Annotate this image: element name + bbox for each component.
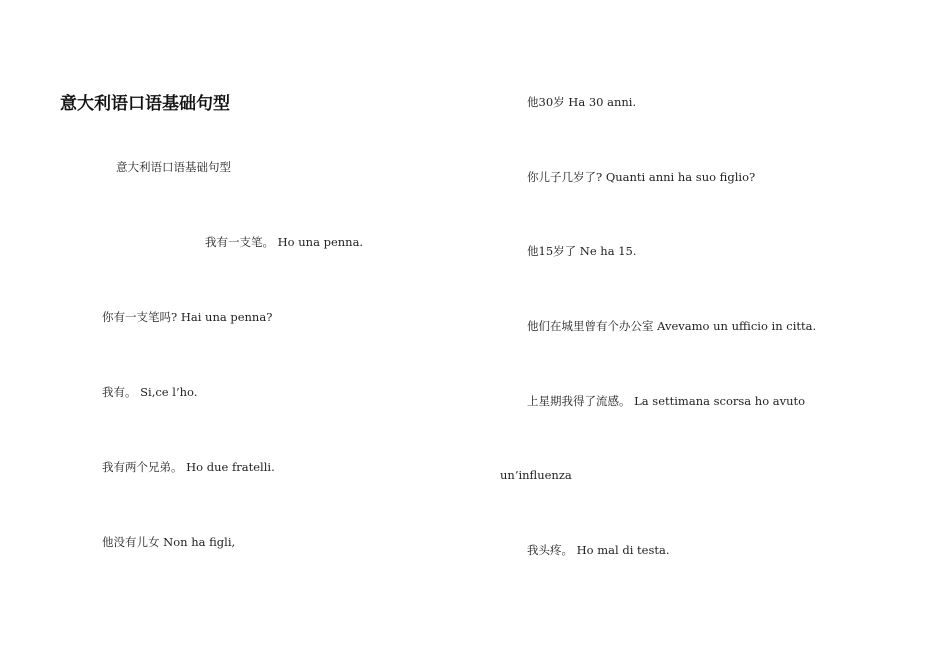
sentence-line: 他没有儿女 Non ha figli, [102,535,236,549]
sentence-line: 我有两个兄弟。 Ho due fratelli. [102,460,275,474]
sentence-line: 他15岁了 Ne ha 15. [527,244,637,258]
sentence-line: 我有。 Si,ce l’ho. [102,385,198,399]
sentence-continuation-line: un’influenza [500,468,572,482]
sentence-line: 他们在城里曾有个办公室 Avevamo un ufficio in citta. [527,319,817,333]
sentence-line: 我头疼。 Ho mal di testa. [527,543,670,557]
sentence-line: 上星期我得了流感。 La settimana scorsa ho avuto [527,394,806,408]
sentence-line: 你有一支笔吗? Hai una penna? [102,310,273,324]
document-title: 意大利语口语基础句型 [60,94,230,114]
subtitle-line: 意大利语口语基础句型 [116,160,231,174]
sentence-line: 他30岁 Ha 30 anni. [527,95,637,109]
sentence-line: 我有一支笔。 Ho una penna. [205,235,364,249]
sentence-line: 你儿子几岁了? Quanti anni ha suo figlio? [527,170,756,184]
